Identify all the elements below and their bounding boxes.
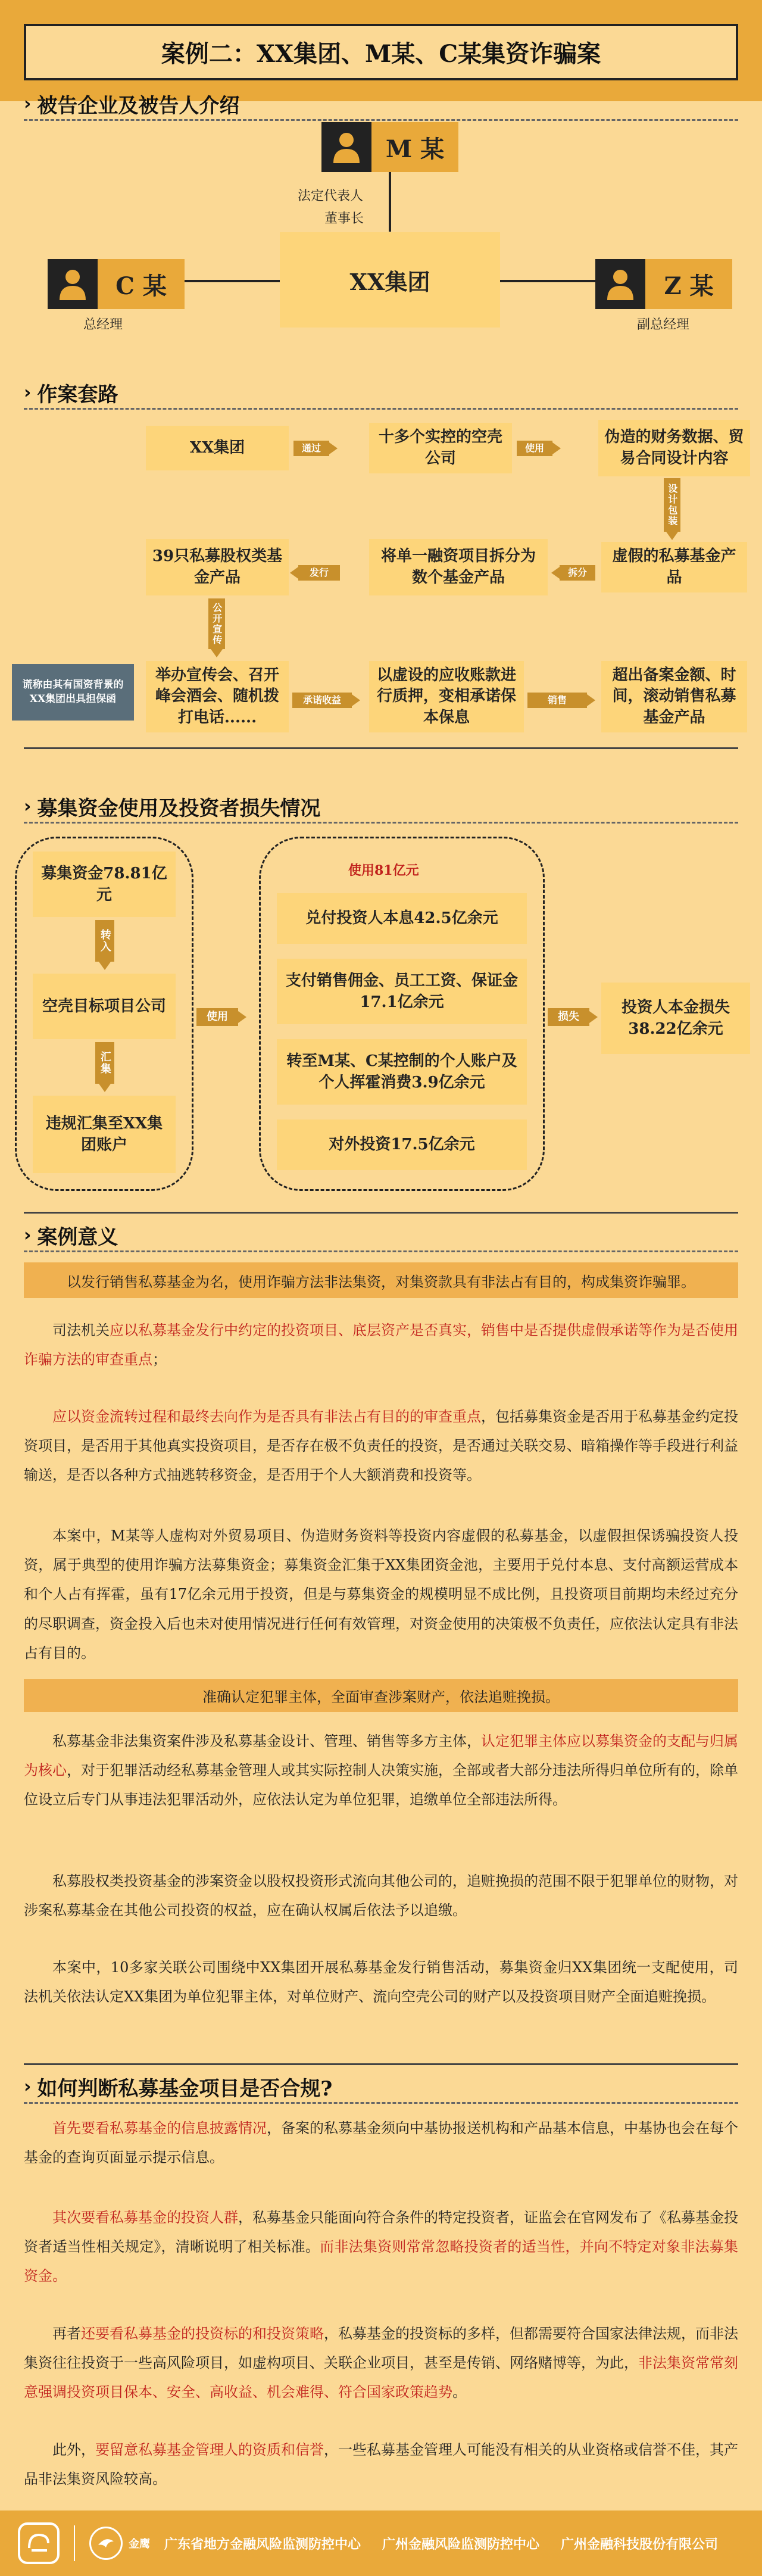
flow-box-split: 将单一融资项目拆分为数个基金产品 — [369, 539, 548, 595]
use-item-commission: 支付销售佣金、员工工资、保证金17.1亿余元 — [277, 959, 527, 1024]
flow-box-pledge: 以虚设的应收账款进行质押，变相承诺保本保息 — [369, 661, 524, 732]
emphasis-text: 非法集资常常刻意强调投资项目保本、安全、高收益、机会难得、符合国家政策趋势 — [24, 2354, 738, 2401]
m-role-1: 法定代表人 — [298, 189, 364, 204]
flow-box-promotion: 举办宣传会、召开峰会酒会、随机拨打电话...... — [146, 661, 289, 732]
flow-tag: 通过 — [293, 441, 329, 456]
footer-orgs — [164, 2534, 718, 2553]
chevron-right-icon: › — [24, 382, 32, 403]
guarantee-note: 谎称由其有国资背景的XX集团出具担保函 — [12, 664, 134, 721]
use-item-repay: 兑付投资人本息42.5亿余元 — [277, 893, 527, 944]
person-c-box — [48, 259, 185, 309]
text-span: ，对于犯罪活动经私募基金管理人或其实际控制人决策实施，全部或者大部分违法所得归单位所有的，除单位设立后专门从事违法犯罪活动外，应依法认定为单位犯罪，追缴单位全部违法所得。 — [24, 1762, 738, 1808]
connector — [389, 172, 391, 232]
divider — [24, 408, 738, 410]
text-span: ，私募基金的投资标的多样，但都需要符合国家法律法规，而非法集资往往投资于一些高风险项目，如虚构项目、关联企业项目，甚至是传销、网络赌博等，为此， — [24, 2325, 738, 2372]
paragraph: 私募股权类投资基金的涉案资金以股权投资形式流向其他公司的，追赃挽损的范围不限于犯罪单位的财物，对涉案私募基金在其他公司投资的权益，应在确认权属后依法予以追缴。 — [24, 1873, 738, 1919]
chevron-right-icon: › — [24, 2076, 32, 2097]
chevron-right-icon: › — [24, 1225, 32, 1246]
text-span: 此外， — [52, 2441, 95, 2458]
arrow-right-icon — [352, 694, 360, 706]
chevron-right-icon: › — [24, 93, 32, 114]
divider — [24, 1250, 738, 1252]
person-m-box — [321, 122, 458, 172]
emphasis-text: 应以资金流转过程和最终去向作为是否具有非法占有目的的审查重点 — [52, 1408, 481, 1425]
arrow-down-icon — [666, 532, 678, 540]
c-role: 总经理 — [83, 317, 123, 332]
arrow-down-icon — [99, 1084, 111, 1092]
flow-tag: 拆分 — [560, 565, 595, 581]
divider — [24, 1212, 738, 1214]
emphasis-text: 要留意私募基金管理人的资质和信誉 — [95, 2441, 324, 2458]
person-z-box — [595, 259, 732, 309]
text-span: ； — [152, 1351, 167, 1368]
divider — [24, 119, 738, 121]
section-heading-significance — [24, 1221, 118, 1250]
connector — [500, 280, 595, 282]
paragraph — [24, 2435, 738, 2494]
person-z-name: Z 某 — [664, 272, 714, 300]
highlight-band: 以发行销售私募基金为名，使用诈骗方法非法集资，对集资款具有非法占有目的，构成集资诈骗罪。 — [24, 1262, 738, 1298]
paragraph — [24, 1316, 738, 1374]
person-icon — [321, 122, 371, 172]
flow-box-rolling-sale: 超出备案金额、时间，滚动销售私募基金产品 — [601, 661, 747, 732]
flow-box-group: XX集团 — [146, 426, 289, 470]
shell-company-box: 空壳目标项目公司 — [33, 974, 176, 1039]
text-span: ，备案的私募基金须向中基协报送机构和产品基本信息，中基协也会在每个基金的查询页面显示提示信息。 — [24, 2120, 738, 2166]
paragraph: 本案中，10多家关联公司围绕中XX集团开展私募基金发行销售活动，募集资金归XX集团统一支配使用，司法机关依法认定XX集团为单位犯罪主体，对单位财产、流向空壳公司的财产以及投资项目财产全面追赃挽损。 — [24, 1959, 738, 2006]
raised-funds-box: 募集资金78.81亿元 — [33, 852, 176, 917]
section-heading-funds — [24, 792, 320, 821]
divider — [24, 2063, 738, 2065]
paragraph: 本案中，M某等人虚构对外贸易项目、伪造财务资料等投资内容虚假的私募基金，以虚假担保诱骗投资人投资，属于典型的使用诈骗方法募集资金；募集资金汇集于XX集团资金池，主要用于兑付本息、支付高额运营成本和个人占有挥霍，虽有17亿余元用于投资，但是与募集资金的规模明显不成比例，且投资项目前期均未经过充分的尽职调查，资金投入后也未对使用情况进行任何有效管理，对资金使用的决策极不负责任，应依法认定具有非法占有目的。 — [24, 1527, 738, 1661]
arrow-right-icon — [329, 442, 338, 454]
arrow-down-icon — [211, 649, 223, 657]
emphasis-text: 认定犯罪主体应以募集资金的支配与归属为核心 — [24, 1733, 738, 1779]
highlight-band: 准确认定犯罪主体，全面审查涉案财产，依法追赃挽损。 — [24, 1679, 738, 1712]
text-span: 私募基金非法集资案件涉及私募基金设计、管理、销售等多方主体， — [52, 1733, 481, 1749]
pooled-account-box: 违规汇集至XX集团账户 — [33, 1096, 176, 1173]
flow-box-fake-data: 伪造的财务数据、贸易合同设计内容 — [598, 420, 750, 476]
flow-box-fake-product: 虚假的私募基金产品 — [601, 542, 747, 592]
section-heading-defendants — [24, 89, 239, 118]
paragraph — [24, 1727, 738, 1815]
divider — [74, 2525, 75, 2561]
flow-tag: 使用 — [517, 441, 552, 456]
divider — [24, 2102, 738, 2104]
text-span: 再者 — [52, 2325, 81, 2342]
use-item-invest: 对外投资17.5亿余元 — [277, 1119, 527, 1170]
emphasis-text: 还要看私募基金的投资标的和投资策略 — [81, 2325, 324, 2342]
emphasis-text: 其次要看私募基金的投资人群 — [52, 2209, 238, 2226]
arrow-right-icon — [587, 694, 595, 706]
flow-box-shells: 十多个实控的空壳公司 — [369, 423, 512, 473]
text-span: ，一些私募基金管理人可能没有相关的从业资格或信誉不佳，其产品非法集资风险较高。 — [24, 2441, 738, 2488]
text-span: ，包括募集资金是否用于私募基金约定投资项目，是否用于其他真实投资项目，是否存在极不负责任的投资，是否通过关联交易、暗箱操作等手段进行利益输送，是否以各种方式抽逃转移资金，是否用于个人大额消费和投资等。 — [24, 1408, 738, 1484]
center-logo-icon — [18, 2522, 60, 2564]
brand-name: 金鹰 — [129, 2538, 150, 2550]
footer-org: 广州金融科技股份有限公司 — [561, 2537, 719, 2552]
page-title: 案例二：XX集团、M某、C某集资诈骗案 — [24, 24, 738, 80]
paragraph — [24, 2114, 738, 2172]
arrow-left-icon — [551, 567, 560, 579]
chevron-right-icon: › — [24, 796, 32, 817]
section-title: 被告企业及被告人介绍 — [37, 94, 240, 118]
use-item-personal: 转至M某、C某控制的个人账户及个人挥霍消费3.9亿余元 — [277, 1039, 527, 1105]
arrow-right-icon — [589, 1011, 598, 1023]
emphasis-text: 而非法集资则常常忽略投资者的适当性，并向不特定对象非法募集资金。 — [24, 2238, 739, 2285]
section-title: 案例意义 — [37, 1225, 118, 1249]
emphasis-text: 首先要看私募基金的信息披露情况 — [52, 2120, 267, 2137]
person-c-name: C 某 — [115, 272, 167, 300]
m-role-2: 董事长 — [324, 211, 364, 226]
paragraph — [24, 1402, 738, 1490]
flow-tag: 使用 — [196, 1008, 238, 1026]
flow-tag: 损失 — [548, 1008, 589, 1026]
group-box: XX集团 — [280, 232, 500, 328]
section-title: 如何判断私募基金项目是否合规? — [37, 2077, 333, 2101]
use-total: 使用81亿元 — [348, 863, 419, 878]
divider — [24, 822, 738, 824]
section-heading-scheme — [24, 378, 118, 407]
flow-tag: 汇集 — [95, 1042, 114, 1084]
eagle-logo-icon — [89, 2527, 123, 2560]
text-span: 司法机关 — [52, 1322, 110, 1339]
flow-tag: 设计包装 — [664, 478, 680, 532]
connector — [185, 280, 280, 282]
paragraph — [24, 2203, 738, 2291]
paragraph — [24, 2319, 738, 2407]
flow-tag: 承诺收益 — [292, 693, 352, 708]
arrow-down-icon — [99, 962, 111, 970]
person-icon — [48, 259, 98, 309]
arrow-left-icon — [290, 567, 298, 579]
person-icon — [595, 259, 645, 309]
flow-tag: 公开宣传 — [208, 598, 225, 649]
arrow-right-icon — [238, 1011, 246, 1023]
z-role: 副总经理 — [637, 317, 690, 332]
loss-box: 投资人本金损失38.22亿余元 — [601, 983, 750, 1054]
flow-box-39-products: 39只私募股权类基金产品 — [146, 539, 289, 595]
arrow-right-icon — [552, 442, 561, 454]
footer-org: 广东省地方金融风险监测防控中心 — [164, 2537, 361, 2552]
section-title: 募集资金使用及投资者损失情况 — [37, 797, 321, 821]
person-m-name: M 某 — [385, 135, 445, 163]
text-span: 。 — [452, 2384, 467, 2401]
flow-tag: 销售 — [527, 693, 587, 708]
flow-tag: 发行 — [298, 565, 340, 581]
footer — [0, 2510, 762, 2576]
footer-org: 广州金融风险监测防控中心 — [382, 2537, 540, 2552]
flow-tag: 转入 — [95, 920, 114, 962]
divider — [24, 747, 738, 749]
emphasis-text: 应以私募基金发行中约定的投资项目、底层资产是否真实，销售中是否提供虚假承诺等作为是否使用诈骗方法的审查重点 — [24, 1322, 738, 1368]
section-heading-compliance — [24, 2072, 332, 2101]
section-title: 作案套路 — [37, 383, 118, 407]
text-span: ，私募基金只能面向符合条件的特定投资者，证监会在官网发布了《私募基金投资者适当性相关规定》，清晰说明了相关标准。 — [24, 2209, 738, 2256]
